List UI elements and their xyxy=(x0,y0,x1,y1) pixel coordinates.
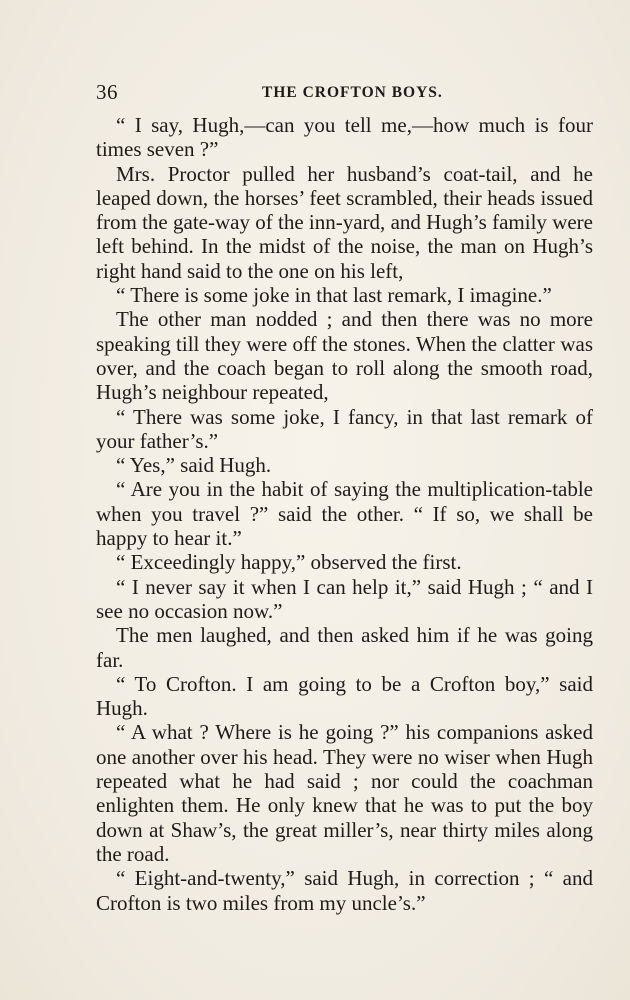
page-number: 36 xyxy=(96,80,118,104)
paragraph: “ I say, Hugh,—can you tell me,—how much is four times seven ?” xyxy=(96,113,593,162)
paragraph: “ Exceedingly happy,” observed the first. xyxy=(116,550,462,575)
paragraph: “ Yes,” said Hugh. xyxy=(116,453,272,478)
paragraph: “ A what ? Where is he going ?” his companions asked one another over his head. They were no wiser when Hugh repeated what he had said ; nor could the coachman enlighten them. He only knew that he was to put the boy down at Shaw’s, the great miller’s, near thirty miles along the road. xyxy=(96,720,593,866)
paragraph: “ Eight-and-twenty,” said Hugh, in correction ; “ and Crofton is two miles from my uncle’s.” xyxy=(96,866,593,915)
paragraph: “ There is some joke in that last remark, I imagine.” xyxy=(116,283,552,308)
paragraph: The men laughed, and then asked him if he was going far. xyxy=(96,623,593,672)
paragraph: “ I never say it when I can help it,” said Hugh ; “ and I see no occasion now.” xyxy=(96,574,593,623)
paragraph: The other man nodded ; and then there was no more speaking till they were off the stones. When the clatter was over, and the coach began to roll along the smooth road, Hugh’s neighbour repeated, xyxy=(96,307,593,405)
paragraph: “ Are you in the habit of saying the multiplication-table when you travel ?” said the other. “ If so, we shall be happy to hear it.” xyxy=(96,477,593,551)
paragraph: “ There was some joke, I fancy, in that last remark of your father’s.” xyxy=(96,404,593,453)
body-text xyxy=(96,113,593,915)
paragraph: “ To Crofton. I am going to be a Crofton boy,” said Hugh. xyxy=(96,671,593,721)
paragraph: Mrs. Proctor pulled her husband’s coat-tail, and he leaped down, the horses’ feet scrambled, their heads issued from the gate-way of the inn-yard, and Hugh’s family were left behind. In the midst of the noise, the man on Hugh’s right hand said to the one on his left, xyxy=(96,161,593,283)
running-head: THE CROFTON BOYS. xyxy=(262,84,443,101)
page-header xyxy=(92,78,589,104)
